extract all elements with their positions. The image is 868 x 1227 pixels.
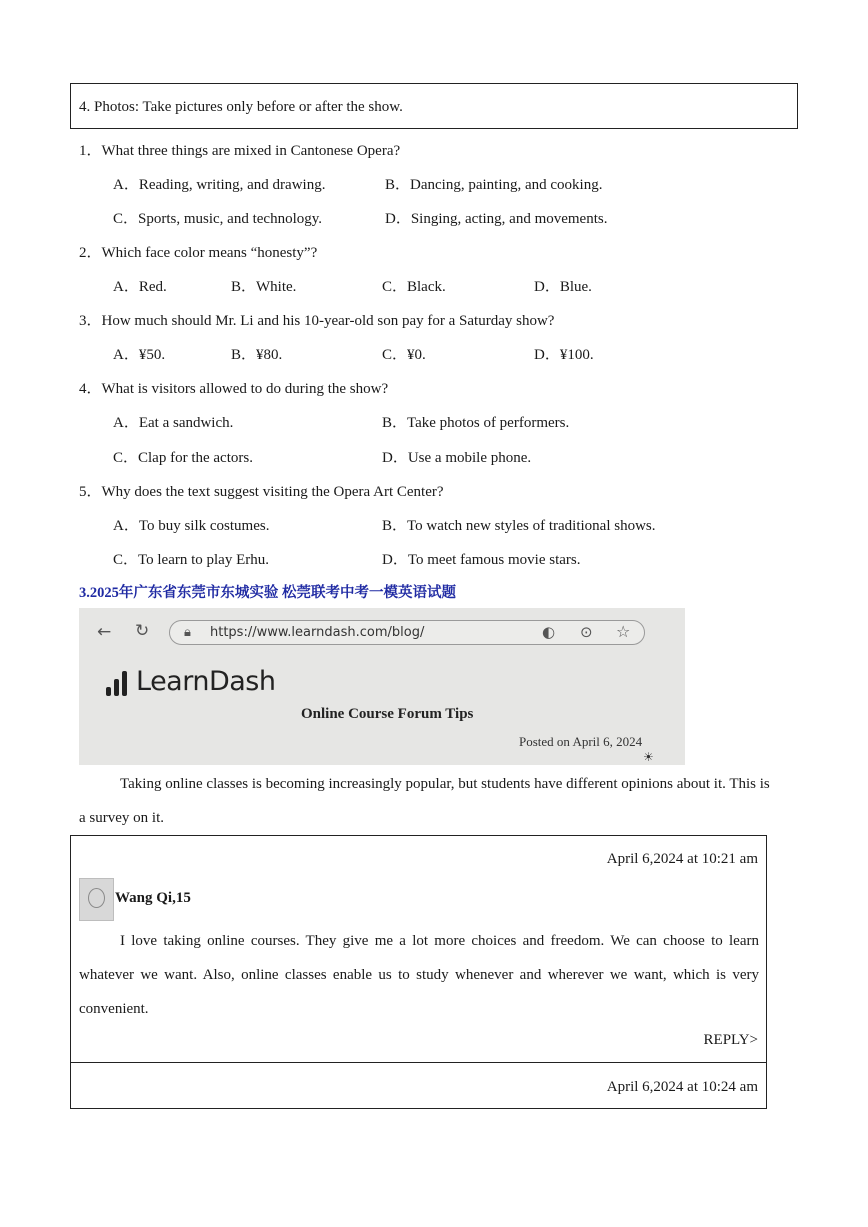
q3-option-d[interactable]: D．¥100. [534, 347, 594, 363]
question-1: 1．What three things are mixed in Cantonese Opera? [79, 143, 401, 159]
q4-option-c[interactable]: C．Clap for the actors. [113, 450, 253, 466]
question-4: 4．What is visitors allowed to do during the show? [79, 381, 389, 397]
q2-option-b[interactable]: B．White. [231, 279, 297, 295]
q4-option-b[interactable]: B．Take photos of performers. [382, 415, 570, 431]
q5-option-b[interactable]: B．To watch new styles of traditional shows. [382, 518, 656, 534]
sun-icon: ☀ [643, 750, 654, 764]
question-5: 5．Why does the text suggest visiting the Opera Art Center? [79, 484, 444, 500]
q2-option-a[interactable]: A．Red. [113, 279, 167, 295]
star-icon: ☆ [616, 622, 631, 641]
avatar-face-icon [88, 888, 105, 908]
back-arrow-icon: ← [97, 622, 112, 642]
q4-option-d[interactable]: D．Use a mobile phone. [382, 450, 532, 466]
question-3: 3．How much should Mr. Li and his 10-year-old son pay for a Saturday show? [79, 313, 555, 329]
refresh-icon: ↻ [135, 621, 150, 641]
tips-box [70, 83, 798, 129]
edge-icon: ◐ [542, 623, 556, 641]
address-bar [169, 620, 645, 645]
q5-option-c[interactable]: C．To learn to play Erhu. [113, 552, 269, 568]
q2-option-d[interactable]: D．Blue. [534, 279, 592, 295]
lock-icon: 🔒︎ [184, 625, 191, 640]
forum-title: Online Course Forum Tips [301, 706, 474, 722]
learndash-photo [79, 608, 685, 765]
post-author: Wang Qi,15 [115, 890, 191, 906]
section-heading: 3.2025年广东省东莞市东城实验 松莞联考中考一模英语试题 [79, 585, 456, 601]
post-text: I love taking online courses. They give me a lot more choices and freedom. We can choose to learn whatever we want. Also, online classes enable us to study whenever and wherever we want, which is very convenient. [79, 933, 759, 1017]
post-2-timestamp: April 6,2024 at 10:24 am [606, 1079, 758, 1095]
tips-box-text: 4. Photos: Take pictures only before or after the show. [79, 99, 403, 115]
url-text: https://www.learndash.com/blog/ [210, 625, 425, 640]
posted-date: Posted on April 6, 2024 [519, 734, 643, 749]
q3-option-c[interactable]: C．¥0. [382, 347, 426, 363]
forum-post [70, 835, 767, 1063]
reply-link[interactable]: REPLY> [703, 1032, 758, 1048]
q3-option-a[interactable]: A．¥50. [113, 347, 166, 363]
q1-option-b[interactable]: B．Dancing, painting, and cooking. [385, 177, 603, 193]
q5-option-d[interactable]: D．To meet famous movie stars. [382, 552, 581, 568]
intro-line-2: a survey on it. [79, 810, 164, 826]
q5-option-a[interactable]: A．To buy silk costumes. [113, 518, 270, 534]
more-icon: ⊙ [580, 623, 593, 641]
q2-option-c[interactable]: C．Black. [382, 279, 446, 295]
q1-option-d[interactable]: D．Singing, acting, and movements. [385, 211, 608, 227]
learndash-logo-text: LearnDash [136, 666, 276, 697]
q4-option-a[interactable]: A．Eat a sandwich. [113, 415, 234, 431]
forum-post-2 [70, 1062, 767, 1109]
question-2: 2．Which face color means “honesty”? [79, 245, 318, 261]
q3-option-b[interactable]: B．¥80. [231, 347, 283, 363]
q1-option-a[interactable]: A．Reading, writing, and drawing. [113, 177, 326, 193]
intro-line-1: Taking online classes is becoming increasingly popular, but students have different opinions about it. This is [120, 776, 770, 792]
q1-option-c[interactable]: C．Sports, music, and technology. [113, 211, 323, 227]
avatar [79, 878, 114, 921]
post-timestamp: April 6,2024 at 10:21 am [606, 851, 758, 867]
learndash-logo-icon [106, 670, 130, 696]
